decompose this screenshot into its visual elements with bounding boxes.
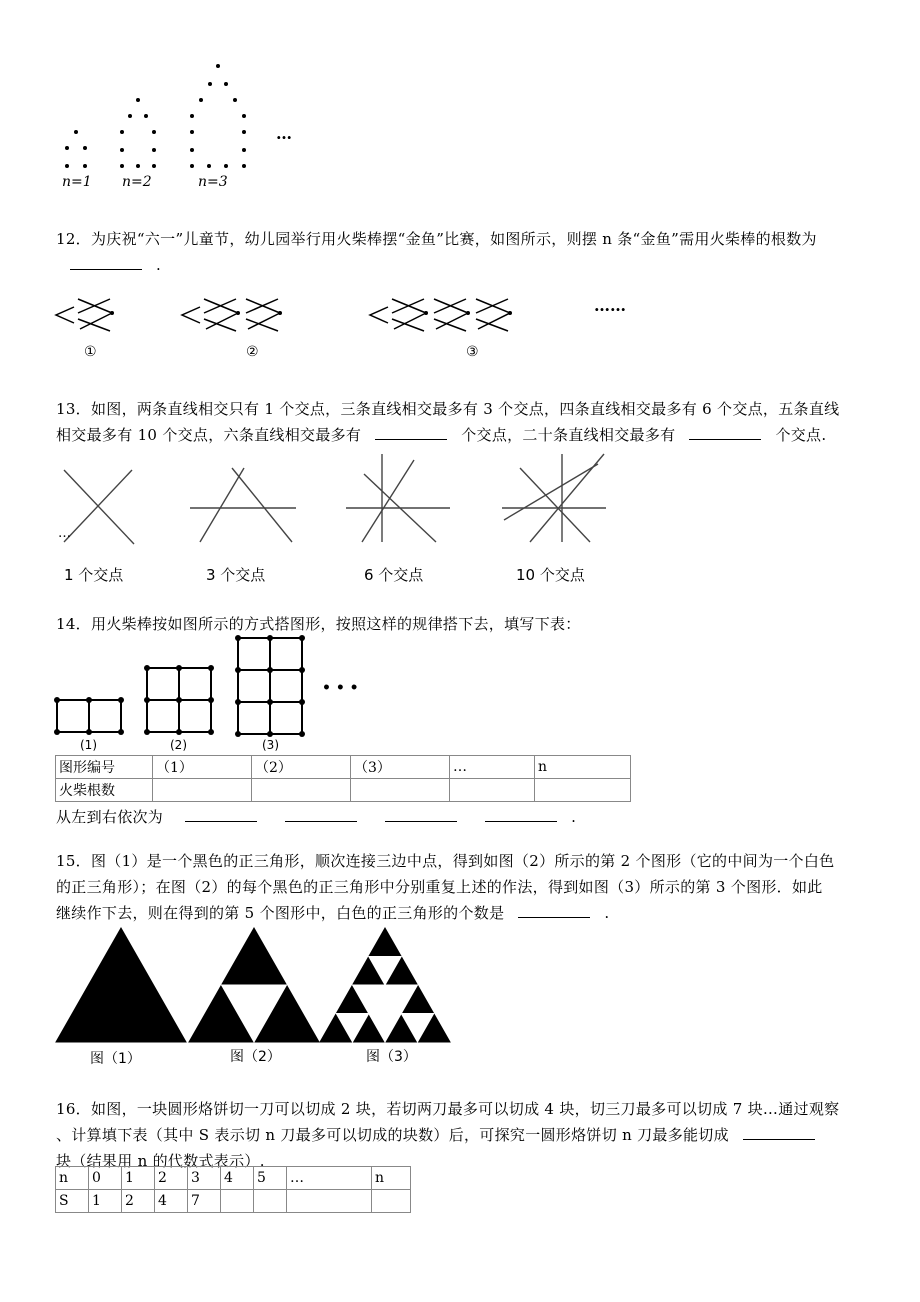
fish-body-stick xyxy=(246,299,280,329)
q13-line2-a: 相交最多有 10 个交点，六条直线相交最多有 xyxy=(56,426,362,444)
dot-mark xyxy=(152,164,156,168)
fish-tail-stick xyxy=(370,307,388,323)
q15-line3-a: 继续作下去，则在得到的第 5 个图形中，白色的正三角形的个数是 xyxy=(56,904,505,922)
matchstick-joint xyxy=(118,697,124,703)
q14-blank-1[interactable] xyxy=(185,807,257,822)
triangle-label-3: 图（3） xyxy=(366,1049,417,1065)
dot-mark xyxy=(120,130,124,134)
fish-tail-stick xyxy=(182,307,200,323)
matchstick-joint xyxy=(235,731,241,737)
matchstick-joint xyxy=(299,667,305,673)
match-label-1: (1) xyxy=(80,738,97,752)
table-cell: 4 xyxy=(155,1190,188,1213)
table-cell: 1 xyxy=(89,1190,122,1213)
q13-line2-b: 个交点，二十条直线相交最多有 xyxy=(461,426,676,444)
table-answer-cell[interactable] xyxy=(287,1190,372,1213)
matchstick-joint xyxy=(267,635,273,641)
matchstick-grid-figure xyxy=(0,630,920,740)
q15-line1: 15．图（1）是一个黑色的正三角形，顺次连接三边中点，得到如图（2）所示的第 2 个图形（它的中间为一个白色 xyxy=(56,852,835,870)
fish-body-stick xyxy=(434,319,466,331)
table-cell: S xyxy=(56,1190,89,1213)
table-answer-cell[interactable] xyxy=(221,1190,254,1213)
dot-ellipsis: … xyxy=(276,124,292,143)
q13-line2 xyxy=(56,422,876,448)
q12-period: . xyxy=(156,256,162,274)
dot-mark xyxy=(190,148,194,152)
q14-blank-2[interactable] xyxy=(285,807,357,822)
dot-mark xyxy=(233,98,237,102)
matchstick-joint xyxy=(176,665,182,671)
dot-mark xyxy=(242,164,246,168)
straight-line xyxy=(64,470,134,544)
dot-mark xyxy=(65,146,69,150)
fish-eye xyxy=(236,311,240,315)
matchstick-joint xyxy=(235,667,241,673)
lines-label-6: 6 个交点 xyxy=(364,566,424,584)
lines-ellipsis: … xyxy=(58,526,71,541)
intersecting-lines-figure xyxy=(0,446,920,546)
fish-ellipsis: …… xyxy=(594,296,626,315)
dot-label-2: n=2 xyxy=(122,174,152,190)
table-cell: 5 xyxy=(254,1167,287,1190)
fish-eye xyxy=(278,311,282,315)
matchstick-joint xyxy=(267,699,273,705)
dot-mark xyxy=(208,82,212,86)
dot-mark xyxy=(144,114,148,118)
q16-line2 xyxy=(56,1122,876,1148)
q14-answer-prefix: 从左到右依次为 xyxy=(56,808,164,826)
dot-mark xyxy=(83,146,87,150)
dot-mark xyxy=(128,114,132,118)
matchstick-joint xyxy=(235,635,241,641)
matchstick-joint xyxy=(86,697,92,703)
q14-period: . xyxy=(571,808,577,826)
table-cell: 图形编号 xyxy=(56,756,153,779)
matchstick-joint xyxy=(267,731,273,737)
fish-body-stick xyxy=(392,319,424,331)
table-cell: （1） xyxy=(153,756,252,779)
table-cell: 火柴根数 xyxy=(56,779,153,802)
table-cell: 7 xyxy=(188,1190,221,1213)
fish-body-stick xyxy=(434,299,468,329)
matchstick-joint xyxy=(118,729,124,735)
dot-mark xyxy=(74,130,78,134)
table-cell: … xyxy=(450,756,535,779)
matchstick-joint xyxy=(144,729,150,735)
fish-eye xyxy=(466,311,470,315)
fish-body-stick xyxy=(476,319,508,331)
matchstick-joint xyxy=(299,699,305,705)
table-cell: … xyxy=(287,1167,372,1190)
fish-body-stick xyxy=(78,319,110,331)
table-cell: 1 xyxy=(122,1167,155,1190)
fish-body-stick xyxy=(476,299,510,329)
question-15 xyxy=(56,848,876,926)
triangle-label-1: 图（1） xyxy=(90,1051,141,1067)
dot-mark xyxy=(190,130,194,134)
q15-answer-blank[interactable] xyxy=(518,903,590,918)
q14-blank-3[interactable] xyxy=(385,807,457,822)
table-answer-cell[interactable] xyxy=(254,1190,287,1213)
q14-answer-line xyxy=(56,804,876,830)
matchstick-joint xyxy=(54,697,60,703)
lines-label-1: 1 个交点 xyxy=(64,566,124,584)
sierpinski-triangle-figure xyxy=(0,925,920,1045)
fish-label-2: ② xyxy=(246,344,259,360)
dot-mark xyxy=(242,130,246,134)
matchstick-joint xyxy=(208,665,214,671)
q15-line2: 的正三角形）；在图（2）的每个黑色的正三角形中分别重复上述的作法，得到如图（3）所示的第 3 个图形．如此 xyxy=(56,878,823,896)
table-answer-cell[interactable] xyxy=(372,1190,411,1213)
fish-body-stick xyxy=(204,299,238,329)
q13-line1: 13．如图，两条直线相交只有 1 个交点，三条直线相交最多有 3 个交点，四条直线相交最多有 6 个交点，五条直线 xyxy=(56,400,840,418)
lines-label-10: 10 个交点 xyxy=(516,566,585,584)
matchstick-joint xyxy=(144,665,150,671)
match-ellipsis: • • • xyxy=(322,680,359,696)
dot-mark xyxy=(216,64,220,68)
dot-mark xyxy=(83,164,87,168)
table-cell: n xyxy=(56,1167,89,1190)
matchstick-joint xyxy=(267,667,273,673)
table-cell: n xyxy=(535,756,631,779)
fish-body-stick xyxy=(204,319,236,331)
matchstick-joint xyxy=(208,729,214,735)
lines-label-3: 3 个交点 xyxy=(206,566,266,584)
dot-label-3: n=3 xyxy=(198,174,228,190)
dot-mark xyxy=(152,148,156,152)
table-cell: 2 xyxy=(155,1167,188,1190)
q14-blank-4[interactable] xyxy=(485,807,557,822)
question-12 xyxy=(56,226,876,278)
matchstick-joint xyxy=(176,697,182,703)
dot-mark xyxy=(136,164,140,168)
dot-mark xyxy=(65,164,69,168)
matchstick-joint xyxy=(54,729,60,735)
black-triangle xyxy=(56,928,186,1042)
question-14: 14．用火柴棒按如图所示的方式搭图形，按照这样的规律搭下去，填写下表： xyxy=(56,615,581,633)
triangle-label-2: 图（2） xyxy=(230,1049,281,1065)
fish-eye xyxy=(424,311,428,315)
table-answer-cell[interactable] xyxy=(252,779,351,802)
table-cell: （2） xyxy=(252,756,351,779)
match-label-3: (3) xyxy=(262,738,279,752)
dot-pattern-drawing xyxy=(0,0,920,200)
table-answer-cell[interactable] xyxy=(450,779,535,802)
matchstick-joint xyxy=(176,729,182,735)
q12-text: 12．为庆祝“六一”儿童节，幼儿园举行用火柴棒摆“金鱼”比赛，如图所示，则摆 n 条“金鱼”需用火柴棒的根数为 xyxy=(56,230,817,248)
table-cell: 2 xyxy=(122,1190,155,1213)
table-row xyxy=(56,756,631,779)
fish-label-3: ③ xyxy=(466,344,479,360)
table-answer-cell[interactable] xyxy=(535,779,631,802)
q16-line1: 16．如图，一块圆形烙饼切一刀可以切成 2 块，若切两刀最多可以切成 4 块，切三刀最多可以切成 7 块…通过观察 xyxy=(56,1100,840,1118)
table-row xyxy=(56,1167,411,1190)
dot-label-1: n=1 xyxy=(62,174,92,190)
dot-mark xyxy=(120,148,124,152)
table-answer-cell[interactable] xyxy=(153,779,252,802)
dot-mark xyxy=(207,164,211,168)
dot-mark xyxy=(190,114,194,118)
dot-mark xyxy=(224,164,228,168)
fish-body-stick xyxy=(78,299,112,329)
q13-blank-six-lines[interactable] xyxy=(375,425,447,440)
dot-mark xyxy=(224,82,228,86)
question-16 xyxy=(56,1096,876,1174)
dot-mark xyxy=(242,148,246,152)
matchstick-joint xyxy=(235,699,241,705)
q16-line3: 块（结果用 n 的代数式表示）. xyxy=(56,1152,265,1170)
dot-mark xyxy=(190,164,194,168)
fish-eye xyxy=(508,311,512,315)
fish-label-1: ① xyxy=(84,344,97,360)
table-cell: n xyxy=(372,1167,411,1190)
q16-line2-a: 、计算填下表（其中 S 表示切 n 刀最多可以切成的块数）后，可探究一圆形烙饼切 n 刀最多能切成 xyxy=(56,1126,729,1144)
dot-mark xyxy=(152,130,156,134)
matchstick-table xyxy=(55,755,631,802)
matchstick-joint xyxy=(86,729,92,735)
matchstick-joint xyxy=(144,697,150,703)
table-cell: 3 xyxy=(188,1167,221,1190)
dot-mark xyxy=(199,98,203,102)
q15-period: . xyxy=(604,904,610,922)
table-cell: （3） xyxy=(351,756,450,779)
dot-mark xyxy=(136,98,140,102)
q16-answer-blank[interactable] xyxy=(743,1125,815,1140)
goldfish-figure xyxy=(0,280,920,340)
fish-tail-stick xyxy=(56,307,74,323)
matchstick-joint xyxy=(208,697,214,703)
question-13 xyxy=(56,396,876,448)
dot-mark xyxy=(242,114,246,118)
table-cell: 0 xyxy=(89,1167,122,1190)
q13-line2-c: 个交点. xyxy=(775,426,827,444)
fish-body-stick xyxy=(246,319,278,331)
table-cell: 4 xyxy=(221,1167,254,1190)
q15-line3 xyxy=(56,900,876,926)
straight-line xyxy=(504,464,598,520)
table-row xyxy=(56,779,631,802)
matchstick-joint xyxy=(299,731,305,737)
pancake-table xyxy=(55,1166,411,1213)
matchstick-joint xyxy=(299,635,305,641)
fish-body-stick xyxy=(392,299,426,329)
table-answer-cell[interactable] xyxy=(351,779,450,802)
fish-eye xyxy=(110,311,114,315)
q12-answer-blank[interactable] xyxy=(70,255,142,270)
q13-blank-twenty-lines[interactable] xyxy=(689,425,761,440)
straight-line xyxy=(200,468,244,542)
match-label-2: (2) xyxy=(170,738,187,752)
straight-line xyxy=(362,460,414,542)
table-row xyxy=(56,1190,411,1213)
straight-line xyxy=(232,468,292,542)
dot-mark xyxy=(120,164,124,168)
